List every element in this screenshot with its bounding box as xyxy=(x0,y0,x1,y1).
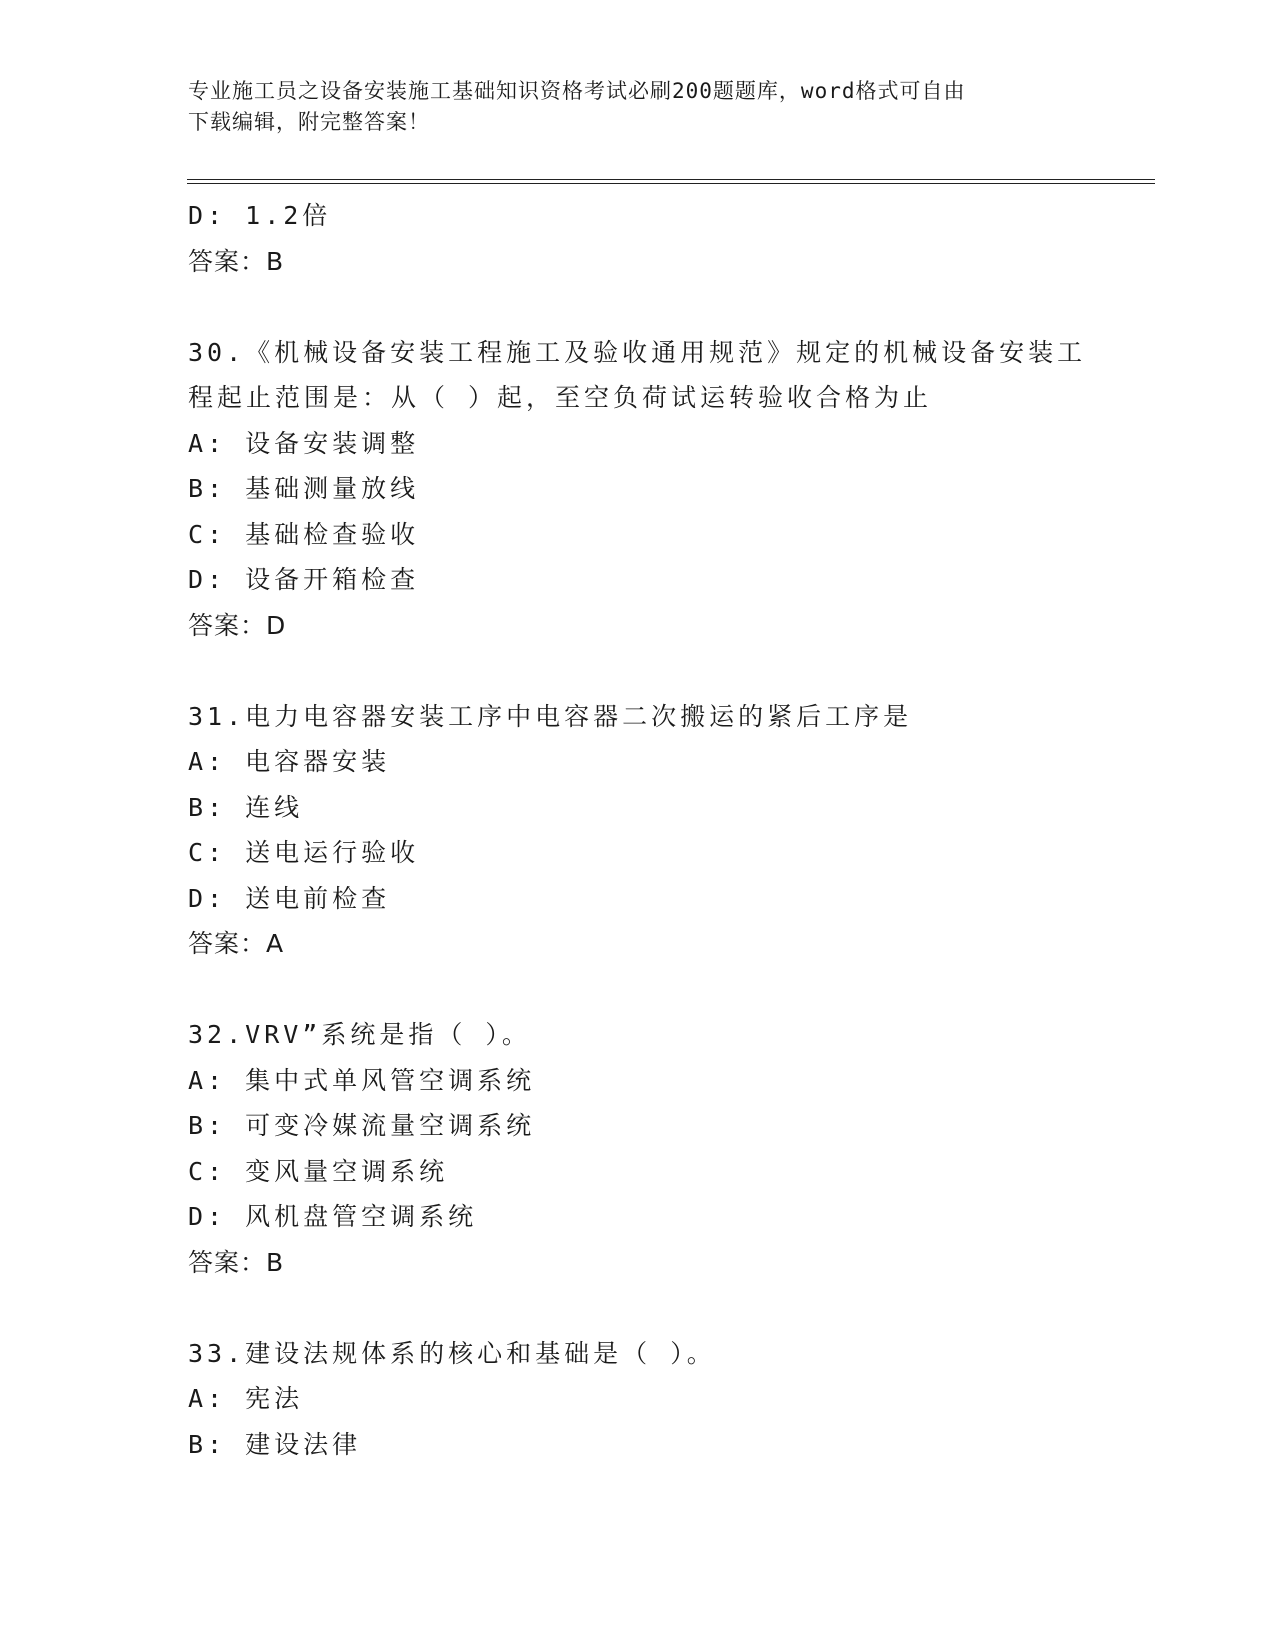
option-d: D: 送电前检查 xyxy=(188,883,391,913)
header-title-line-1: 专业施工员之设备安装施工基础知识资格考试必刷200题题库，word格式可自由 xyxy=(188,79,966,103)
question-list xyxy=(188,193,1108,1467)
spacer xyxy=(188,1285,1108,1331)
header-title-line-2: 下载编辑，附完整答案！ xyxy=(188,110,430,134)
option-b: B: 可变冷媒流量空调系统 xyxy=(188,1111,536,1140)
option-c: C: 基础检查验收 xyxy=(188,519,420,549)
option-d: D: 设备开箱检查 xyxy=(188,565,420,594)
option-a: A: 电容器安装 xyxy=(188,747,391,776)
option-d: D: 风机盘管空调系统 xyxy=(188,1202,478,1231)
question-stem: 30.《机械设备安装工程施工及验收通用规范》规定的机械设备安装工 xyxy=(188,337,1087,367)
spacer xyxy=(188,648,1108,694)
spacer xyxy=(188,967,1108,1013)
spacer xyxy=(188,284,1108,330)
question-30 xyxy=(188,330,1108,649)
question-stem: 32.VRV”系统是指（ ）。 xyxy=(188,1020,531,1049)
option-d: D: 1.2倍 xyxy=(188,201,332,230)
option-b: B: 建设法律 xyxy=(188,1429,362,1459)
option-b: B: 连线 xyxy=(188,792,304,822)
option-a: A: 集中式单风管空调系统 xyxy=(188,1065,536,1095)
option-c: C: 送电运行验收 xyxy=(188,838,420,867)
answer-line: 答案：A xyxy=(188,929,285,958)
question-stem: 33.建设法规体系的核心和基础是（ ）。 xyxy=(188,1338,716,1368)
header-divider-top xyxy=(187,179,1155,180)
question-stem-continued: 程起止范围是：从（ ）起，至空负荷试运转验收合格为止 xyxy=(188,383,933,412)
header-divider-bottom xyxy=(187,183,1155,184)
option-a: A: 宪法 xyxy=(188,1384,304,1413)
answer-line: 答案：D xyxy=(188,610,287,640)
option-a: A: 设备安装调整 xyxy=(188,428,420,458)
option-c: C: 变风量空调系统 xyxy=(188,1156,449,1186)
question-31 xyxy=(188,694,1108,967)
answer-line: 答案：B xyxy=(188,246,285,276)
question-32 xyxy=(188,1012,1108,1285)
option-b: B: 基础测量放线 xyxy=(188,474,420,503)
question-stem: 31.电力电容器安装工序中电容器二次搬运的紧后工序是 xyxy=(188,701,913,731)
question-33 xyxy=(188,1331,1108,1468)
answer-line: 答案：B xyxy=(188,1247,285,1277)
document-header xyxy=(188,76,1088,138)
